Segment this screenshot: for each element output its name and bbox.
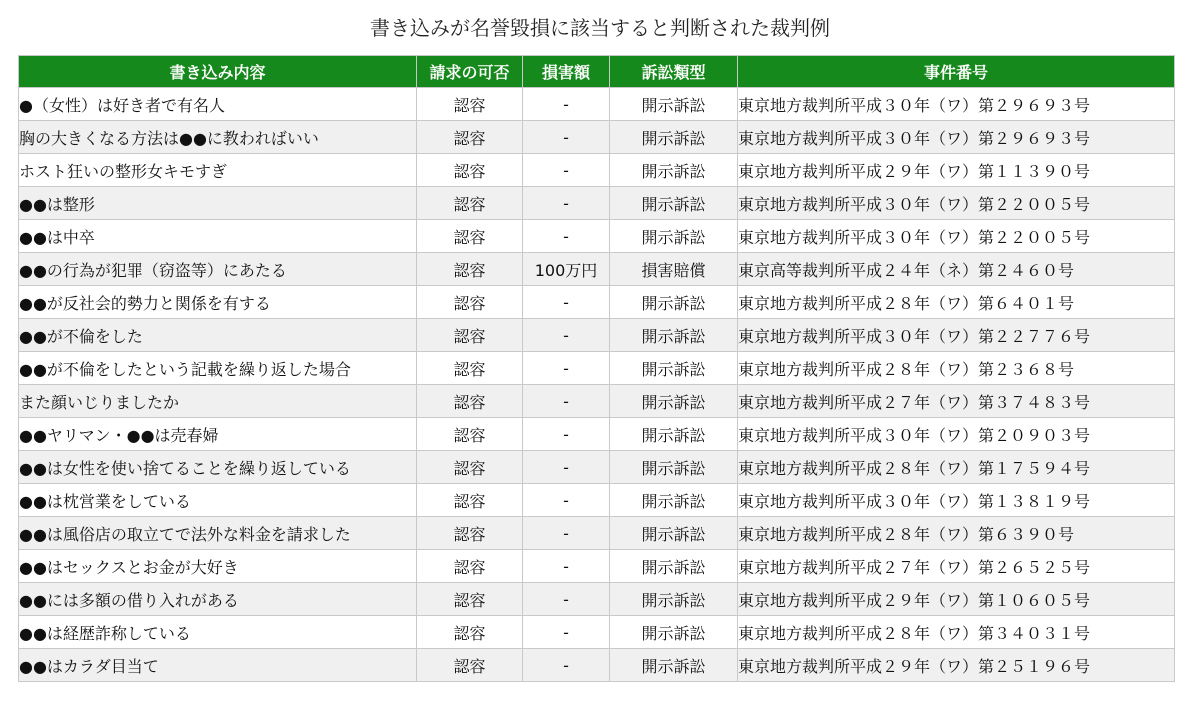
cell-claim-result: 認容 — [417, 484, 523, 517]
case-table — [18, 55, 1175, 682]
table-row — [19, 616, 1175, 649]
cell-case-number: 東京地方裁判所平成２８年（ワ）第６３９０号 — [738, 517, 1175, 550]
table-body — [19, 88, 1175, 682]
cell-lawsuit-type: 開示訴訟 — [610, 187, 738, 220]
cell-damages: - — [523, 352, 610, 385]
cell-post-content: ●●は経歴詐称している — [19, 616, 417, 649]
cell-lawsuit-type: 損害賠償 — [610, 253, 738, 286]
cell-claim-result: 認容 — [417, 253, 523, 286]
cell-damages: - — [523, 385, 610, 418]
table-row — [19, 352, 1175, 385]
cell-lawsuit-type: 開示訴訟 — [610, 418, 738, 451]
cell-lawsuit-type: 開示訴訟 — [610, 550, 738, 583]
table-row — [19, 187, 1175, 220]
cell-damages: - — [523, 418, 610, 451]
cell-post-content: ●●はセックスとお金が大好き — [19, 550, 417, 583]
table-row — [19, 385, 1175, 418]
table-row — [19, 418, 1175, 451]
cell-lawsuit-type: 開示訴訟 — [610, 616, 738, 649]
table-row — [19, 88, 1175, 121]
table-row — [19, 649, 1175, 682]
cell-claim-result: 認容 — [417, 220, 523, 253]
cell-case-number: 東京地方裁判所平成２７年（ワ）第３７４８３号 — [738, 385, 1175, 418]
cell-case-number: 東京地方裁判所平成２９年（ワ）第２５１９６号 — [738, 649, 1175, 682]
cell-claim-result: 認容 — [417, 88, 523, 121]
cell-lawsuit-type: 開示訴訟 — [610, 385, 738, 418]
page-title: 書き込みが名誉毀損に該当すると判断された裁判例 — [370, 16, 830, 40]
cell-case-number: 東京地方裁判所平成３０年（ワ）第２２７７６号 — [738, 319, 1175, 352]
cell-claim-result: 認容 — [417, 319, 523, 352]
cell-lawsuit-type: 開示訴訟 — [610, 220, 738, 253]
table-header — [19, 56, 1175, 88]
cell-claim-result: 認容 — [417, 517, 523, 550]
cell-claim-result: 認容 — [417, 583, 523, 616]
cell-damages: - — [523, 154, 610, 187]
cell-claim-result: 認容 — [417, 418, 523, 451]
cell-claim-result: 認容 — [417, 286, 523, 319]
cell-claim-result: 認容 — [417, 187, 523, 220]
cell-post-content: ●●ヤリマン・●●は売春婦 — [19, 418, 417, 451]
cell-claim-result: 認容 — [417, 154, 523, 187]
cell-damages: - — [523, 319, 610, 352]
cell-damages: - — [523, 517, 610, 550]
cell-case-number: 東京高等裁判所平成２４年（ネ）第２４６０号 — [738, 253, 1175, 286]
cell-lawsuit-type: 開示訴訟 — [610, 88, 738, 121]
cell-case-number: 東京地方裁判所平成３０年（ワ）第２２００５号 — [738, 220, 1175, 253]
cell-damages: - — [523, 616, 610, 649]
column-header-claim-result: 請求の可否 — [417, 56, 523, 88]
column-header-lawsuit-type: 訴訟類型 — [610, 56, 738, 88]
cell-lawsuit-type: 開示訴訟 — [610, 286, 738, 319]
cell-case-number: 東京地方裁判所平成３０年（ワ）第２９６９３号 — [738, 121, 1175, 154]
cell-post-content: ●●が不倫をしたという記載を繰り返した場合 — [19, 352, 417, 385]
cell-post-content: ●●が反社会的勢力と関係を有する — [19, 286, 417, 319]
cell-damages: - — [523, 286, 610, 319]
table-row — [19, 319, 1175, 352]
cell-case-number: 東京地方裁判所平成３０年（ワ）第１３８１９号 — [738, 484, 1175, 517]
table-row — [19, 154, 1175, 187]
cell-damages: - — [523, 451, 610, 484]
column-header-content: 書き込み内容 — [19, 56, 417, 88]
table-row — [19, 286, 1175, 319]
cell-post-content: また顔いじりましたか — [19, 385, 417, 418]
column-header-damages: 損害額 — [523, 56, 610, 88]
cell-case-number: 東京地方裁判所平成２９年（ワ）第１１３９０号 — [738, 154, 1175, 187]
cell-lawsuit-type: 開示訴訟 — [610, 154, 738, 187]
cell-post-content: ●●は中卒 — [19, 220, 417, 253]
cell-claim-result: 認容 — [417, 385, 523, 418]
cell-case-number: 東京地方裁判所平成２８年（ワ）第２３６８号 — [738, 352, 1175, 385]
cell-case-number: 東京地方裁判所平成３０年（ワ）第２０９０３号 — [738, 418, 1175, 451]
cell-case-number: 東京地方裁判所平成３０年（ワ）第２９６９３号 — [738, 88, 1175, 121]
cell-claim-result: 認容 — [417, 352, 523, 385]
cell-post-content: ホスト狂いの整形女キモすぎ — [19, 154, 417, 187]
cell-lawsuit-type: 開示訴訟 — [610, 352, 738, 385]
cell-case-number: 東京地方裁判所平成２９年（ワ）第１０６０５号 — [738, 583, 1175, 616]
header-row — [19, 56, 1175, 88]
cell-post-content: ●●には多額の借り入れがある — [19, 583, 417, 616]
cell-damages: 100万円 — [523, 253, 610, 286]
cell-case-number: 東京地方裁判所平成２７年（ワ）第２６５２５号 — [738, 550, 1175, 583]
cell-claim-result: 認容 — [417, 121, 523, 154]
cell-case-number: 東京地方裁判所平成３０年（ワ）第２２００５号 — [738, 187, 1175, 220]
cell-damages: - — [523, 88, 610, 121]
cell-case-number: 東京地方裁判所平成２８年（ワ）第３４０３１号 — [738, 616, 1175, 649]
table-row — [19, 517, 1175, 550]
cell-post-content: ●●の行為が犯罪（窃盗等）にあたる — [19, 253, 417, 286]
table-row — [19, 220, 1175, 253]
cell-post-content: ●●はカラダ目当て — [19, 649, 417, 682]
cell-lawsuit-type: 開示訴訟 — [610, 319, 738, 352]
cell-claim-result: 認容 — [417, 616, 523, 649]
table-row — [19, 583, 1175, 616]
cell-damages: - — [523, 121, 610, 154]
cell-damages: - — [523, 550, 610, 583]
table-row — [19, 484, 1175, 517]
cell-post-content: ●●が不倫をした — [19, 319, 417, 352]
cell-claim-result: 認容 — [417, 550, 523, 583]
cell-lawsuit-type: 開示訴訟 — [610, 517, 738, 550]
column-header-case-number: 事件番号 — [738, 56, 1175, 88]
cell-damages: - — [523, 484, 610, 517]
table-row — [19, 550, 1175, 583]
cell-lawsuit-type: 開示訴訟 — [610, 583, 738, 616]
cell-damages: - — [523, 583, 610, 616]
cell-lawsuit-type: 開示訴訟 — [610, 121, 738, 154]
cell-post-content: ●●は整形 — [19, 187, 417, 220]
cell-claim-result: 認容 — [417, 451, 523, 484]
cell-post-content: ●●は風俗店の取立てで法外な料金を請求した — [19, 517, 417, 550]
cell-lawsuit-type: 開示訴訟 — [610, 484, 738, 517]
table-row — [19, 253, 1175, 286]
cell-post-content: ●（女性）は好き者で有名人 — [19, 88, 417, 121]
cell-lawsuit-type: 開示訴訟 — [610, 451, 738, 484]
table-row — [19, 121, 1175, 154]
cell-post-content: ●●は枕営業をしている — [19, 484, 417, 517]
cell-case-number: 東京地方裁判所平成２８年（ワ）第６４０１号 — [738, 286, 1175, 319]
cell-post-content: 胸の大きくなる方法は●●に教わればいい — [19, 121, 417, 154]
cell-claim-result: 認容 — [417, 649, 523, 682]
cell-damages: - — [523, 649, 610, 682]
table-row — [19, 451, 1175, 484]
cell-case-number: 東京地方裁判所平成２８年（ワ）第１７５９４号 — [738, 451, 1175, 484]
cell-lawsuit-type: 開示訴訟 — [610, 649, 738, 682]
cell-damages: - — [523, 187, 610, 220]
cell-damages: - — [523, 220, 610, 253]
cell-post-content: ●●は女性を使い捨てることを繰り返している — [19, 451, 417, 484]
